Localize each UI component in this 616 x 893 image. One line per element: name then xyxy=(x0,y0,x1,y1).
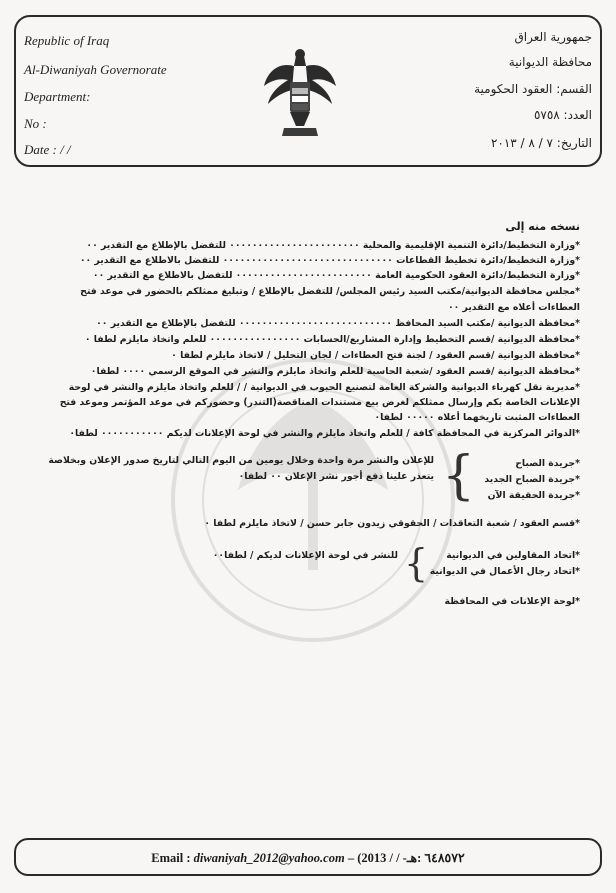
distribution-line: *محافظة الديوانية /قسم التخطيط وإدارة المشاريع/الحسابات ٠٠٠٠٠٠٠٠٠٠٠٠٠٠٠٠ للعلم واتخاذ مايلزم لطفا ٠ xyxy=(84,334,580,345)
country-ar: جمهورية العراق xyxy=(514,30,592,44)
brace-newspapers: { xyxy=(442,446,476,506)
date-en: Date : / / xyxy=(24,142,71,157)
brace-unions: { xyxy=(404,541,429,585)
distribution-line: *مديرية نقل كهرباء الديوانية والشركة العامة لتصنيع الحبوب في الديوانية / / للعلم واتخاذ مايلزم والنشر في لوحة xyxy=(68,382,580,393)
distribution-line: الإعلانات الخاصة بكم وإرسال ممثلكم لغرض بيع مستندات المناقصة(التندر) وحضوركم في موعد المؤتمر وموعد فتح xyxy=(59,397,580,408)
distribution-line: *محافظة الديوانية /مكتب السيد المحافظ ٠٠٠٠٠٠٠٠٠٠٠٠٠٠٠٠٠٠٠٠٠٠٠٠٠٠٠ للتفضل بالإطلاع مع التقدير ٠٠ xyxy=(96,318,580,329)
email-address: diwaniyah_2012@yahoo.com xyxy=(193,851,345,865)
union-item: *اتحاد رجال الأعمال في الديوانية xyxy=(429,566,580,577)
newspaper-note: يتعذر علينا دفع أجور نشر الإعلان ٠٠ لطفا٠ xyxy=(238,471,434,482)
number-en: No : xyxy=(24,116,47,131)
distribution-line: العطاءات المثبت تاريخهما أعلاه ٠٠٠٠٠ لطفا٠ xyxy=(374,412,580,423)
department-ar: القسم: العقود الحكومية xyxy=(474,82,592,96)
distribution-line: *الدوائر المركزية في المحافظة كافة / للعلم واتخاذ مايلزم والنشر في لوحة الإعلانات لديكم ٠٠٠٠٠٠٠٠٠٠٠ لطفا٠ xyxy=(69,428,580,439)
country-en: Republic of Iraq xyxy=(24,33,110,48)
iraq-emblem-icon xyxy=(260,42,340,150)
distribution-line: *محافظة الديوانية /قسم العقود / لجنة فتح العطاءات / لجان التحليل / لاتخاذ مايلزم لطفا ٠ xyxy=(171,350,580,361)
distribution-line: العطاءات أعلاه مع التقدير ٠٠ xyxy=(447,302,580,313)
newspaper-item: *جريدة الصباح الجديد xyxy=(484,474,580,485)
department-en: Department: xyxy=(24,89,91,104)
union-item: *اتحاد المقاولين في الديوانية xyxy=(446,550,580,561)
governorate-ar: محافظة الديوانية xyxy=(508,55,592,69)
newspaper-note: للإعلان والنشر مرة واحدة وخلال يومين من اليوم التالي لتاريخ صدور الإعلان وبخلاصة xyxy=(48,455,434,466)
copy-to-heading: نسخه منه إلى xyxy=(505,220,580,233)
distribution-line: *وزارة التخطيط/دائرة تخطيط القطاعات ٠٠٠٠٠٠٠٠٠٠٠٠٠٠٠٠٠٠٠٠٠٠٠٠٠٠٠٠٠٠ للتفضل بالاطلاع مع التقدير ٠٠ xyxy=(79,255,580,266)
email-label: Email : xyxy=(151,851,191,865)
contracts-line: *قسم العقود / شعبة التعاقدات / الحقوقي زيدون جابر حسن / لاتخاذ مايلزم لطفا ٠ xyxy=(204,518,580,529)
number-ar: العدد: ٥٧٥٨ xyxy=(533,108,592,122)
newspaper-item: *جريدة الصباح xyxy=(515,458,580,469)
distribution-line: *وزارة التخطيط/دائرة التنمية الإقليمية والمحلية ٠٠٠٠٠٠٠٠٠٠٠٠٠٠٠٠٠٠٠٠٠٠٠ للتفضل بالإطلاع مع التقدير ٠٠ xyxy=(86,240,580,251)
footer-rest: – (2013 / / -٦٤٨٥٧٢ :هـ xyxy=(347,851,465,865)
footer-contact xyxy=(16,850,600,866)
distribution-line: *محافظة الديوانية /قسم العقود /شعبة الحاسبة للعلم واتخاذ مايلزم والنشر في الموقع الرسمي ٠٠٠٠ لطفا٠ xyxy=(90,366,580,377)
unions-note: للنشر في لوحة الإعلانات لديكم / لطفا٠٠ xyxy=(212,550,398,561)
newspaper-item: *جريدة الحقيقة الآن xyxy=(487,490,580,501)
distribution-line: *وزارة التخطيط/دائرة العقود الحكومية العامة ٠٠٠٠٠٠٠٠٠٠٠٠٠٠٠٠٠٠٠٠٠٠٠٠ للتفضل بالاطلاع مع التقدير ٠٠ xyxy=(92,270,580,281)
footer-frame xyxy=(14,838,602,876)
governorate-en: Al-Diwaniyah Governorate xyxy=(24,62,167,77)
board-line: *لوحة الإعلانات في المحافظة xyxy=(444,596,580,607)
distribution-line: *مجلس محافظة الديوانية/مكتب السيد رئيس المجلس/ للتفضل بالإطلاع / وتبليغ ممثلكم بالحضور في موعد فتح xyxy=(80,286,580,297)
date-ar: التاريخ: ٧ / ٨ / ٢٠١٣ xyxy=(490,136,592,150)
